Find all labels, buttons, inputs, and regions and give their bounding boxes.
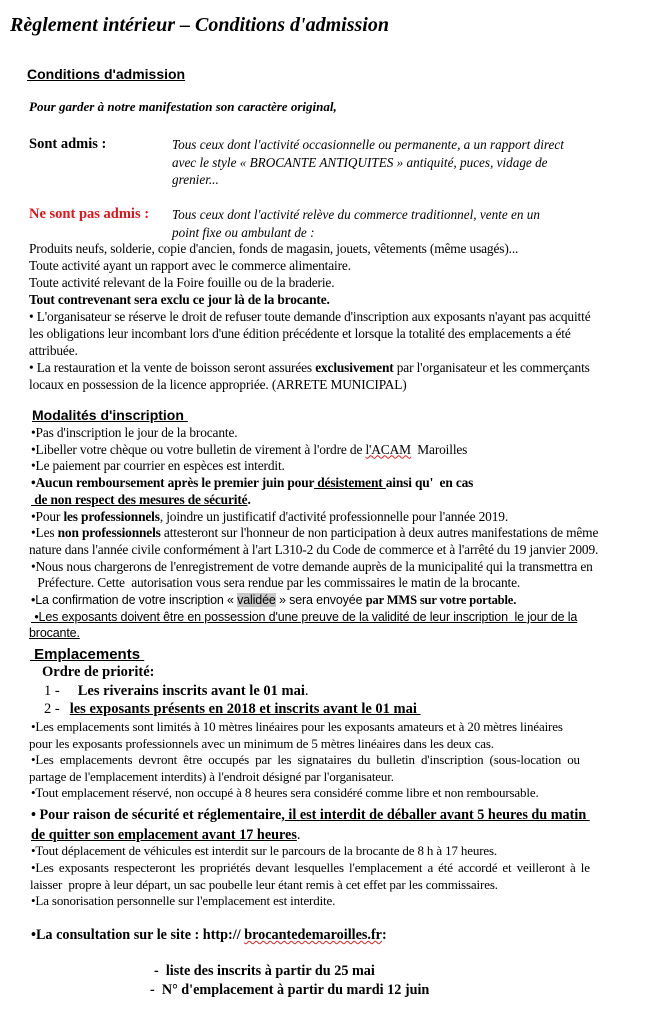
- conditions-heading: Conditions d'admission: [27, 66, 186, 82]
- emplacements-heading: Emplacements: [30, 646, 145, 663]
- conditions-body: [29, 240, 590, 393]
- non-admis-description: [172, 206, 540, 241]
- consultation-line: •La consultation sur le site : http:// brocantedemaroilles.fr:: [31, 927, 387, 943]
- non-admis-line: Tous ceux dont l'activité relève du commerce traditionnel, vente en un: [172, 207, 540, 222]
- modalite-line: •La confirmation de votre inscription « validée » sera envoyée par MMS sur votre portable.: [31, 593, 517, 608]
- modalite-line: brocante.: [29, 626, 80, 641]
- non-admis-label: Ne sont pas admis :: [29, 206, 150, 222]
- modalite-line: de non respect des mesures de sécurité.: [31, 491, 251, 507]
- consultation-item: - liste des inscrits à partir du 25 mai: [154, 963, 375, 979]
- emplacement-line: partage de l'emplacement interdits) à l'endroit désigné par l'organisateur.: [29, 768, 394, 784]
- page-title: Règlement intérieur – Conditions d'admission: [10, 14, 389, 36]
- modalites-heading: Modalités d'inscription: [32, 407, 188, 423]
- modalite-line: •Nous nous chargerons de l'enregistrement de votre demande auprès de la municipalité qui la transmettra en: [31, 558, 593, 574]
- modalite-line: •Aucun remboursement après le premier juin pour désistement ainsi qu' en cas: [31, 475, 474, 491]
- modalite-line: •Les non professionnels attesteront sur l'honneur de non participation à deux autres manifestations de même: [31, 525, 599, 541]
- priority-item: 1 - Les riverains inscrits avant le 01 mai.: [44, 683, 309, 699]
- organisateur-line: attribuée.: [29, 343, 78, 358]
- excluded-item: Toute activité ayant un rapport avec le commerce alimentaire.: [29, 258, 351, 273]
- excluded-item: Produits neufs, solderie, copie d'ancien, fonds de magasin, jouets, vêtements (même usagés)...: [29, 241, 519, 256]
- modalite-line: nature dans l'année civile conformément à l'art L310-2 du Code de commerce et à l'arrêté du 19 janvier 2009.: [29, 541, 599, 557]
- exclusion-warning: Tout contrevenant sera exclu ce jour là de la brocante.: [29, 292, 330, 307]
- modalite-line: •Le paiement par courrier en espèces est interdit.: [31, 458, 285, 474]
- emplacement-line: •Les emplacements sont limités à 10 mètres linéaires pour les exposants amateurs et à 20 mètres linéaires: [31, 719, 563, 734]
- restauration-line: • La restauration et la vente de boisson seront assurées exclusivement par l'organisateur et les commerçants: [29, 360, 590, 375]
- non-admis-line: point fixe ou ambulant de :: [172, 224, 315, 240]
- emplacement-line: pour les exposants professionnels avec un minimum de 5 mètres linéaires dans les deux cas.: [29, 735, 494, 751]
- emplacement-line: •La sonorisation personnelle sur l'emplacement est interdite.: [31, 893, 336, 909]
- consultation-item: - N° d'emplacement à partir du mardi 12 juin: [150, 982, 430, 998]
- admis-line: grenier...: [172, 172, 219, 187]
- organisateur-line: • L'organisateur se réserve le droit de refuser toute demande d'inscription aux exposants n'ayant pas acquitté: [29, 309, 591, 324]
- emplacement-line: •Tout déplacement de véhicules est interdit sur le parcours de la brocante de 8 h à 17 heures.: [31, 843, 498, 858]
- intro-text: Pour garder à notre manifestation son caractère original,: [29, 99, 337, 114]
- site-link[interactable]: brocantedemaroilles.fr: [244, 927, 382, 943]
- emplacement-line: laisser propre à leur départ, un sac poubelle leur étant remis à cet effet par les commissaires.: [30, 876, 498, 892]
- emplacement-line: •Les exposants respecteront les propriétés devant lesquelles l'emplacement a été accordé et veilleront à le: [31, 859, 590, 875]
- ordre-priorite: Ordre de priorité:: [42, 664, 155, 680]
- restauration-line: locaux en possession de la licence appropriée. (ARRETE MUNICIPAL): [29, 377, 407, 392]
- priority-item: 2 - les exposants présents en 2018 et inscrits avant le 01 mai: [44, 701, 421, 717]
- modalite-line: •Pas d'inscription le jour de la brocante.: [31, 425, 238, 440]
- modalites-body: [31, 425, 598, 642]
- admis-line: Tous ceux dont l'activité occasionnelle ou permanente, a un rapport direct: [172, 137, 564, 152]
- excluded-item: Toute activité relevant de la Foire fouille ou de la braderie.: [29, 275, 335, 290]
- admis-line: avec le style « BROCANTE ANTIQUITES » antiquité, puces, vidage de: [172, 154, 548, 170]
- modalite-line: •Pour les professionnels, joindre un justificatif d'activité professionnelle pour l'année 2019.: [31, 508, 509, 524]
- admis-description: [172, 136, 564, 189]
- emplacements-body-2: [31, 843, 590, 910]
- admis-label: Sont admis :: [29, 136, 107, 152]
- emplacement-line: •Tout emplacement réservé, non occupé à 8 heures sera considéré comme libre et non remboursable.: [31, 785, 539, 800]
- modalite-line: Préfecture. Cette autorisation vous sera rendue par les commissaires le matin de la brocante.: [31, 575, 521, 591]
- emplacements-body: [31, 719, 580, 802]
- modalite-line: •Les exposants doivent être en possession d'une preuve de la validité de leur inscription le jour de la: [31, 609, 578, 624]
- organisateur-line: les obligations leur incombant lors d'une édition précédente et lorsque la totalité des emplacements a été: [29, 326, 571, 341]
- modalite-line: •Libeller votre chèque ou votre bulletin de virement à l'ordre de l'ACAM Maroilles: [31, 441, 468, 457]
- securite-notice: • Pour raison de sécurité et réglementaire, il est interdit de déballer avant 5 heures du matin de quitter son emplacement avant 17 heures.: [31, 807, 590, 843]
- emplacement-line: •Les emplacements devront être occupés par les signataires du bulletin d'inscription (sous-location ou: [31, 752, 580, 767]
